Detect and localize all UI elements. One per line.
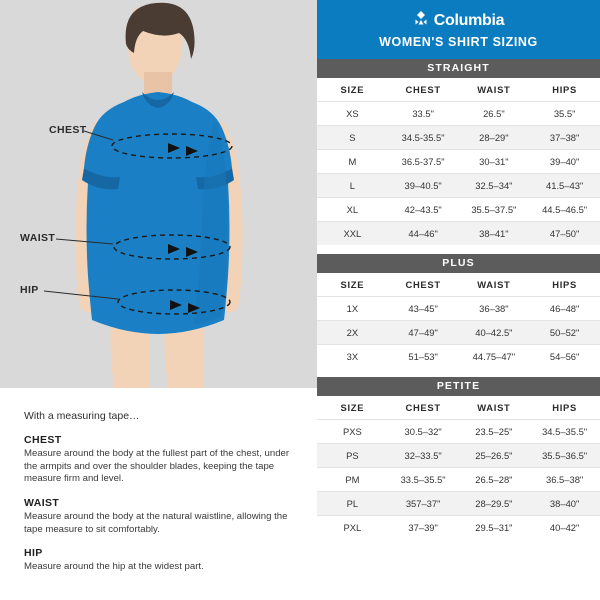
cell-size: PS <box>317 444 388 468</box>
cell-chest: 51–53" <box>388 345 459 369</box>
cell-size: 3X <box>317 345 388 369</box>
instruction-chest-text: Measure around the body at the fullest part of the chest, under the armpits and over the shoulder blades, keeping the tape measure firm and level. <box>24 448 290 485</box>
col-waist: WAIST <box>459 273 530 297</box>
cell-chest: 37–39" <box>388 516 459 540</box>
table-header-row <box>317 78 600 102</box>
cell-hips: 54–56" <box>529 345 600 369</box>
cell-waist: 40–42.5" <box>459 321 530 345</box>
table-header-row <box>317 396 600 420</box>
table-row <box>317 198 600 222</box>
label-hip: HIP <box>20 284 39 296</box>
section-header-plus: PLUS <box>317 254 600 273</box>
table-row <box>317 468 600 492</box>
instruction-chest-title: CHEST <box>24 434 62 446</box>
col-waist: WAIST <box>459 396 530 420</box>
cell-waist: 38–41" <box>459 222 530 246</box>
cell-chest: 32–33.5" <box>388 444 459 468</box>
cell-chest: 44–46" <box>388 222 459 246</box>
col-chest: CHEST <box>388 273 459 297</box>
cell-waist: 26.5" <box>459 102 530 126</box>
col-size: SIZE <box>317 396 388 420</box>
cell-chest: 33.5–35.5" <box>388 468 459 492</box>
brand-row <box>413 11 505 31</box>
cell-size: 2X <box>317 321 388 345</box>
cell-waist: 25–26.5" <box>459 444 530 468</box>
cell-chest: 39–40.5" <box>388 174 459 198</box>
table-straight <box>317 78 600 245</box>
table-row <box>317 174 600 198</box>
cell-waist: 26.5–28" <box>459 468 530 492</box>
cell-chest: 36.5-37.5" <box>388 150 459 174</box>
table-plus <box>317 273 600 368</box>
instruction-hip-title: HIP <box>24 547 43 560</box>
table-row <box>317 150 600 174</box>
table-header-row <box>317 273 600 297</box>
cell-size: PXL <box>317 516 388 540</box>
table-row <box>317 444 600 468</box>
table-row <box>317 126 600 150</box>
cell-size: PL <box>317 492 388 516</box>
instruction-chest <box>24 434 293 486</box>
col-waist: WAIST <box>459 78 530 102</box>
cell-chest: 357–37" <box>388 492 459 516</box>
section-spacer <box>317 368 600 377</box>
table-row <box>317 102 600 126</box>
cell-size: PXS <box>317 420 388 444</box>
cell-chest: 33.5" <box>388 102 459 126</box>
col-size: SIZE <box>317 273 388 297</box>
woman-torso-diagram <box>0 0 317 388</box>
table-row <box>317 345 600 369</box>
label-chest: CHEST <box>49 124 87 136</box>
cell-size: 1X <box>317 297 388 321</box>
cell-size: XL <box>317 198 388 222</box>
cell-chest: 47–49" <box>388 321 459 345</box>
cell-hips: 46–48" <box>529 297 600 321</box>
table-row <box>317 222 600 246</box>
col-size: SIZE <box>317 78 388 102</box>
col-hips: HIPS <box>529 396 600 420</box>
cell-hips: 39–40" <box>529 150 600 174</box>
cell-hips: 40–42" <box>529 516 600 540</box>
cell-size: XS <box>317 102 388 126</box>
cell-hips: 50–52" <box>529 321 600 345</box>
section-spacer <box>317 245 600 254</box>
instruction-waist-title: WAIST <box>24 496 60 509</box>
section-header-straight: STRAIGHT <box>317 59 600 78</box>
cell-hips: 47–50" <box>529 222 600 246</box>
cell-chest: 43–45" <box>388 297 459 321</box>
cell-chest: 34.5-35.5" <box>388 126 459 150</box>
instructions-panel <box>0 388 317 600</box>
table-row <box>317 297 600 321</box>
cell-hips: 37–38" <box>529 126 600 150</box>
cell-waist: 28–29.5" <box>459 492 530 516</box>
brand-name: Columbia <box>433 11 505 29</box>
instruction-hip <box>24 547 293 574</box>
figure-illustration <box>0 0 317 388</box>
cell-waist: 36–38" <box>459 297 530 321</box>
cell-waist: 32.5–34" <box>459 174 530 198</box>
brand-subtitle: WOMEN'S SHIRT SIZING <box>379 34 538 49</box>
table-row <box>317 492 600 516</box>
col-chest: CHEST <box>388 78 459 102</box>
table-row <box>317 321 600 345</box>
cell-size: L <box>317 174 388 198</box>
cell-size: M <box>317 150 388 174</box>
cell-waist: 23.5–25" <box>459 420 530 444</box>
cell-size: S <box>317 126 388 150</box>
sizing-tables-panel <box>317 0 600 600</box>
instruction-waist-text: Measure around the body at the natural waistline, allowing the tape measure to sit comfortably. <box>24 510 288 535</box>
cell-hips: 35.5" <box>529 102 600 126</box>
cell-hips: 34.5–35.5" <box>529 420 600 444</box>
columbia-diamond-logo-icon <box>413 11 429 31</box>
cell-hips: 38–40" <box>529 492 600 516</box>
cell-chest: 42–43.5" <box>388 198 459 222</box>
cell-waist: 28–29" <box>459 126 530 150</box>
instruction-hip-text: Measure around the hip at the widest part. <box>24 561 204 573</box>
cell-waist: 30–31" <box>459 150 530 174</box>
col-hips: HIPS <box>529 78 600 102</box>
cell-waist: 29.5–31" <box>459 516 530 540</box>
cell-hips: 36.5–38" <box>529 468 600 492</box>
col-chest: CHEST <box>388 396 459 420</box>
cell-hips: 35.5–36.5" <box>529 444 600 468</box>
cell-hips: 44.5–46.5" <box>529 198 600 222</box>
instructions-intro: With a measuring tape… <box>24 410 140 422</box>
instruction-waist <box>24 497 293 536</box>
cell-waist: 44.75–47" <box>459 345 530 369</box>
table-row <box>317 420 600 444</box>
brand-header <box>317 0 600 59</box>
col-hips: HIPS <box>529 273 600 297</box>
cell-size: XXL <box>317 222 388 246</box>
table-petite <box>317 396 600 539</box>
section-header-petite: PETITE <box>317 377 600 396</box>
table-row <box>317 516 600 540</box>
cell-hips: 41.5–43" <box>529 174 600 198</box>
cell-chest: 30.5–32" <box>388 420 459 444</box>
cell-size: PM <box>317 468 388 492</box>
cell-waist: 35.5–37.5" <box>459 198 530 222</box>
label-waist: WAIST <box>20 232 56 244</box>
